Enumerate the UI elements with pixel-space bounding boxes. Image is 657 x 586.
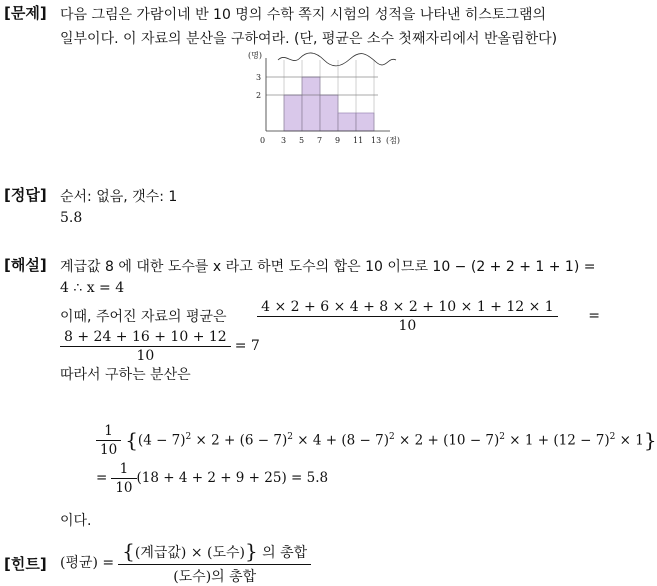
y-tick-label: 2 [256, 91, 262, 100]
histogram-chart [248, 50, 408, 150]
x-tick-label: 0 [260, 136, 266, 145]
mean-intro: 이때, 주어진 자료의 평균은 [60, 309, 227, 325]
hint-numerator: {(계급값) × (도수)} 의 총합 [118, 539, 311, 565]
histogram-bar-1 [302, 77, 320, 131]
variance-numerator-2: 1 [111, 461, 136, 479]
histogram-bar-3 [338, 113, 356, 131]
x-unit-label: (점) [386, 136, 400, 145]
variance-numerator-1: 1 [96, 423, 121, 441]
explanation-line-1: 계급값 8 에 대한 도수를 x 라고 하면 도수의 합은 10 이므로 10 − (2 + 2 + 1 + 1) = [60, 259, 596, 275]
equals-sign: = [588, 308, 601, 324]
answer-value: 5.8 [60, 210, 83, 226]
histogram-bar-2 [320, 95, 338, 131]
x-tick-label: 11 [353, 136, 364, 145]
mean-numerator-1: 4 × 2 + 6 × 4 + 8 × 2 + 10 × 1 + 12 × 1 [257, 299, 558, 317]
conclusion-text: 이다. [60, 513, 92, 529]
hint-tag: [힌트] [4, 555, 47, 573]
histogram-bar-0 [284, 95, 302, 131]
hint-fraction [118, 539, 311, 586]
torn-edge [278, 53, 396, 66]
y-tick-label: 3 [256, 73, 262, 82]
histogram-bar-4 [356, 113, 374, 131]
mean-fraction-2 [60, 329, 231, 364]
hint-denominator: (도수)의 총합 [173, 568, 257, 585]
hint-formula [60, 540, 311, 584]
mean-result: = 7 [234, 338, 260, 354]
problem-line-1: 다음 그림은 가람이네 반 10 명의 수학 쪽지 시험의 성적을 나타낸 히스토그램의 [60, 7, 547, 23]
variance-line-2 [96, 458, 328, 498]
x-tick-label: 9 [335, 136, 341, 145]
mean-denominator-1: 10 [398, 317, 417, 334]
problem-tag: [문제] [4, 4, 47, 22]
x-tick-label: 3 [281, 136, 287, 145]
variance-line-1: $\frac{1}{10}$ { $(4 - 7)^2 \times 2 + (6 - 7)^2 \times 4 + (8 - 7)^2 \times 2 + (10 - 7)^2 \times 1 + (12 - 7)^2 \times 1$ } [96, 420, 657, 460]
explanation-line-2: 4 ∴ x = 4 [60, 280, 125, 296]
variance-denominator-2: 10 [115, 479, 133, 496]
explanation-tag: [해설] [4, 256, 47, 274]
mean-fraction-1 [257, 299, 558, 334]
x-tick-label: 13 [371, 136, 382, 145]
variance-result: (18 + 4 + 2 + 9 + 25) = 5.8 [136, 470, 329, 486]
answer-line-1: 순서: 없음, 갯수: 1 [60, 189, 178, 205]
answer-tag: [정답] [4, 186, 47, 204]
mean-numerator-2: 8 + 24 + 16 + 10 + 12 [60, 329, 231, 347]
y-unit-label: (명) [248, 51, 262, 60]
mean-result-row [60, 326, 260, 366]
x-tick-label: 5 [299, 136, 305, 145]
mean-denominator-2: 10 [136, 347, 155, 364]
variance-denominator-1: 10 [100, 441, 118, 458]
variance-terms: $(4 - 7)^2 \times 2 + (6 - 7)^2 \times 4 + (8 - 7)^2 \times 2 + (10 - 7)^2 \times 1 + (12 - 7)^2 \times 1$ [137, 431, 644, 449]
x-tick-label: 7 [317, 136, 323, 145]
hint-lhs: (평균) = [60, 555, 115, 571]
variance-fraction-1 [96, 423, 121, 458]
variance-equals: = [96, 470, 108, 486]
problem-line-2: 일부이다. 이 자료의 분산을 구하여라. (단, 평균은 소수 첫째자리에서 반올림한다) [60, 31, 558, 47]
variance-fraction-2 [111, 461, 136, 496]
variance-intro: 따라서 구하는 분산은 [60, 367, 191, 383]
